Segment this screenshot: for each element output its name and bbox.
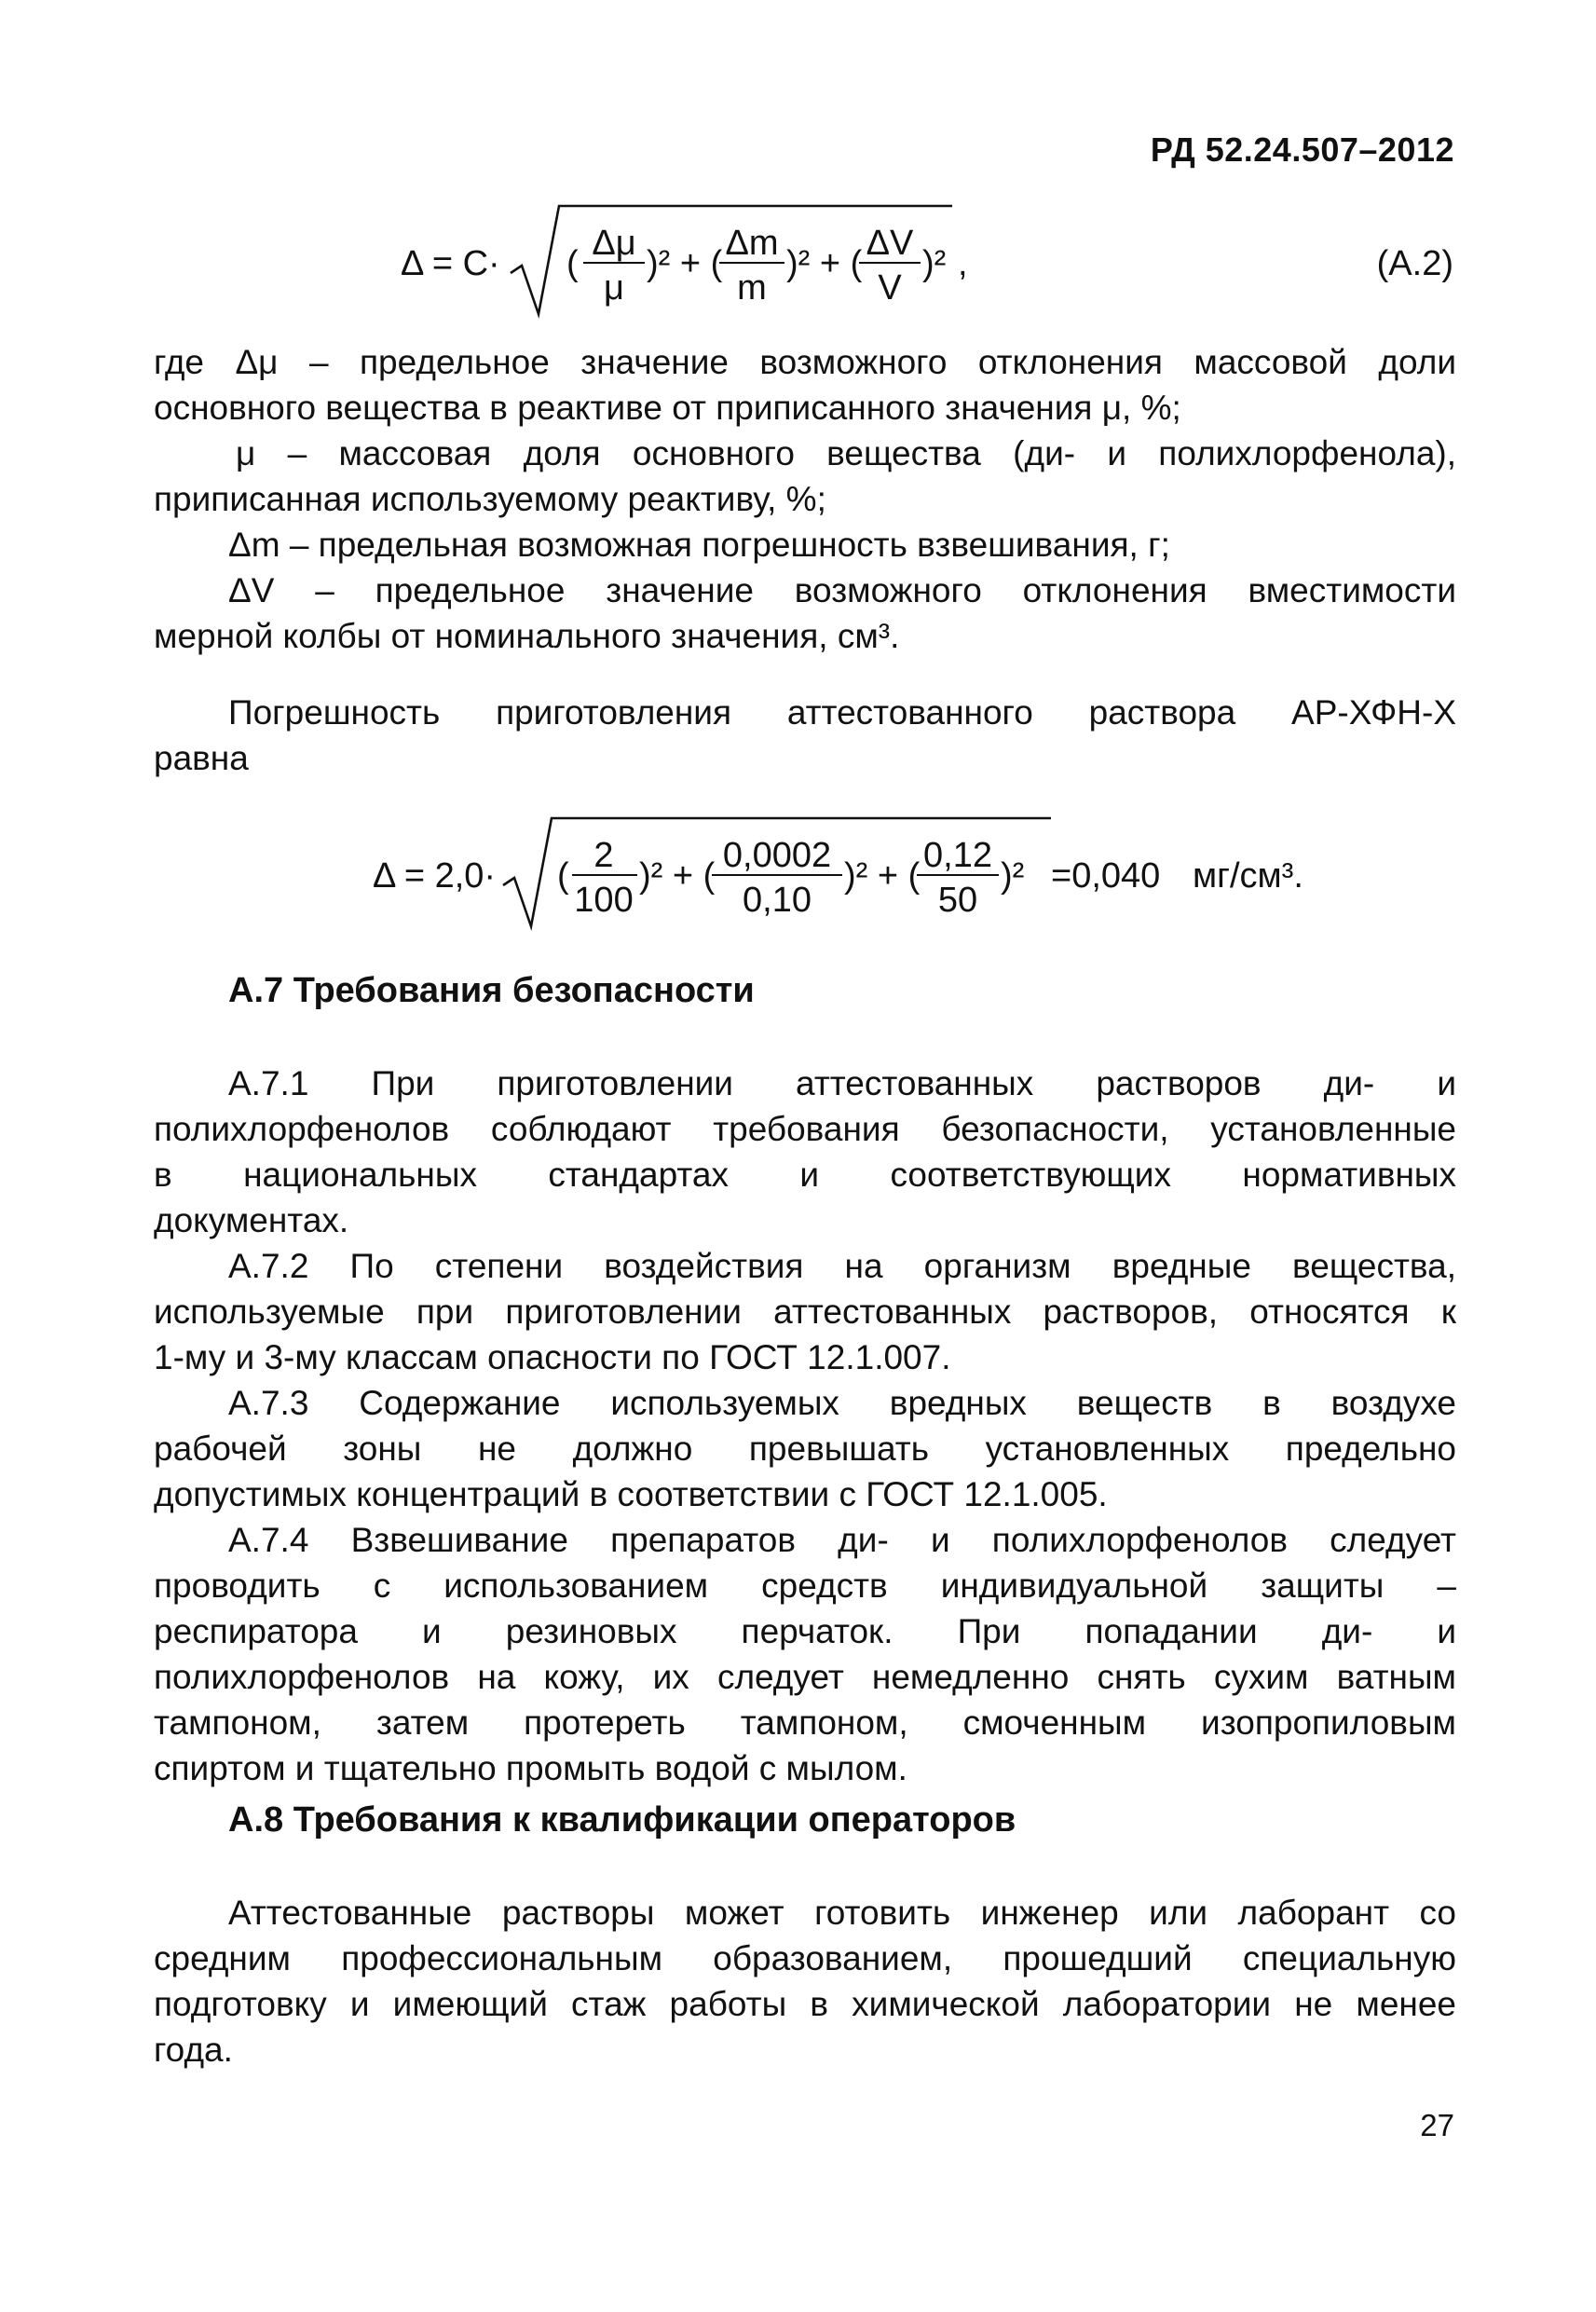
paragraph-line: 1-му и 3-му классам опасности по ГОСТ 12.1.007. [154, 1338, 951, 1376]
formula-calc-frac3-num: 0,12 [923, 836, 992, 875]
formula-a2-frac3-num: ΔV [866, 224, 914, 263]
definition-line: мерной колбы от номинального значения, см³. [154, 617, 900, 655]
formula-calc-frac3-den: 50 [937, 881, 978, 920]
document-code-header: РД 52.24.507–2012 [1150, 130, 1454, 169]
formula-calc-frac2-num: 0,0002 [722, 836, 832, 875]
formula-a2-frac1-num: Δμ [592, 224, 636, 263]
paragraph-line: А.7.3 Содержание используемых вредных веществ в воздухе [228, 1384, 1456, 1422]
formula-a2-frac2-num: Δm [725, 224, 779, 263]
definition-line: ΔV – предельное значение возможного отклонения вместимости [228, 571, 1456, 609]
svg-text:)² + (: )² + ( [844, 856, 921, 896]
formula-a2-frac3-den: V [878, 268, 902, 308]
formula-number: (А.2) [1376, 244, 1453, 283]
svg-text:)² + (: )² + ( [647, 244, 723, 283]
formula-a2 [401, 200, 1472, 321]
paragraph-line: используемые при приготовлении аттестованных растворов, относятся к [154, 1293, 1456, 1331]
paragraph-line: документах. [154, 1201, 349, 1239]
formula-a2-frac2-den: m [737, 268, 767, 308]
formula-a2-lhs: Δ = С· [401, 244, 500, 283]
paragraph-line: А.7.2 По степени воздействия на организм вредные вещества, [228, 1247, 1456, 1285]
definition-line: Δm – предельная возможная погрешность взвешивания, г; [228, 526, 1170, 564]
intro-paragraph [154, 690, 1456, 735]
svg-text:)²: )² [922, 244, 947, 283]
definitions-block [154, 339, 1456, 659]
formula-a2-frac1-den: μ [604, 268, 624, 308]
definition-line: μ – массовая доля основного вещества (ди- и полихлорфенола), [236, 434, 1456, 472]
formula-calc-result: =0,040 [1051, 856, 1161, 896]
paragraph-line: в национальных стандартах и соответствующих нормативных [154, 1156, 1456, 1194]
paragraph-line: средним профессиональным образованием, прошедший специальную [154, 1939, 1456, 1977]
paragraph-line: года. [154, 2031, 233, 2069]
paragraph-line: А.7.1 При приготовлении аттестованных растворов ди- и [228, 1064, 1456, 1102]
formula-calc-frac1-num: 2 [593, 836, 614, 875]
paragraph-line: Аттестованные растворы может готовить инженер или лаборант со [228, 1894, 1456, 1932]
paragraph-line: допустимых концентраций в соответствии с ГОСТ 12.1.005. [154, 1475, 1108, 1513]
paragraph-line: полихлорфенолов на кожу, их следует немедленно снять сухим ватным [154, 1658, 1456, 1696]
paragraph-line: тампоном, затем протереть тампоном, смоченным изопропиловым [154, 1703, 1456, 1742]
definition-line: приписанная используемому реактиву, %; [154, 480, 826, 518]
section-a7-body [154, 1060, 1456, 1791]
paragraph-line: спиртом и тщательно промыть водой с мылом. [154, 1749, 907, 1787]
formula-calculation [373, 813, 1379, 934]
section-a8-title: А.8 Требования к квалификации операторов [228, 1800, 1016, 1840]
svg-text:)² + (: )² + ( [639, 856, 716, 896]
formula-calc-unit: мг/см³. [1193, 856, 1303, 896]
page-number: 27 [1420, 2108, 1454, 2142]
svg-text:)²: )² [1001, 856, 1025, 896]
intro-line: Погрешность приготовления аттестованного раствора АР-ХФН-Х [228, 693, 1456, 732]
section-a8-body [154, 1890, 1456, 2073]
formula-calc-frac1-den: 100 [574, 881, 634, 920]
formula-calc-lhs: Δ = 2,0· [373, 856, 497, 896]
definition-line: основного вещества в реактиве от приписанного значения μ, %; [154, 389, 1181, 427]
definition-line: где Δμ – предельное значение возможного отклонения массовой доли [154, 343, 1456, 381]
formula-calc-frac2-den: 0,10 [743, 881, 812, 920]
paragraph-line: подготовку и имеющий стаж работы в химической лаборатории не менее [154, 1985, 1456, 2023]
svg-text:,: , [958, 244, 968, 283]
svg-text:(: ( [557, 856, 569, 896]
section-a7-title: А.7 Требования безопасности [228, 971, 755, 1010]
intro-paragraph-cont [154, 735, 1456, 781]
paragraph-line: проводить с использованием средств индивидуальной защиты – [154, 1566, 1456, 1605]
paragraph-line: полихлорфенолов соблюдают требования безопасности, установленные [154, 1110, 1456, 1148]
svg-text:(: ( [566, 244, 579, 283]
paragraph-line: рабочей зоны не должно превышать установленных предельно [154, 1430, 1456, 1468]
paragraph-line: А.7.4 Взвешивание препаратов ди- и полихлорфенолов следует [228, 1521, 1456, 1559]
svg-text:)² + (: )² + ( [786, 244, 863, 283]
intro-line: равна [154, 739, 249, 777]
paragraph-line: респиратора и резиновых перчаток. При попадании ди- и [154, 1612, 1456, 1650]
